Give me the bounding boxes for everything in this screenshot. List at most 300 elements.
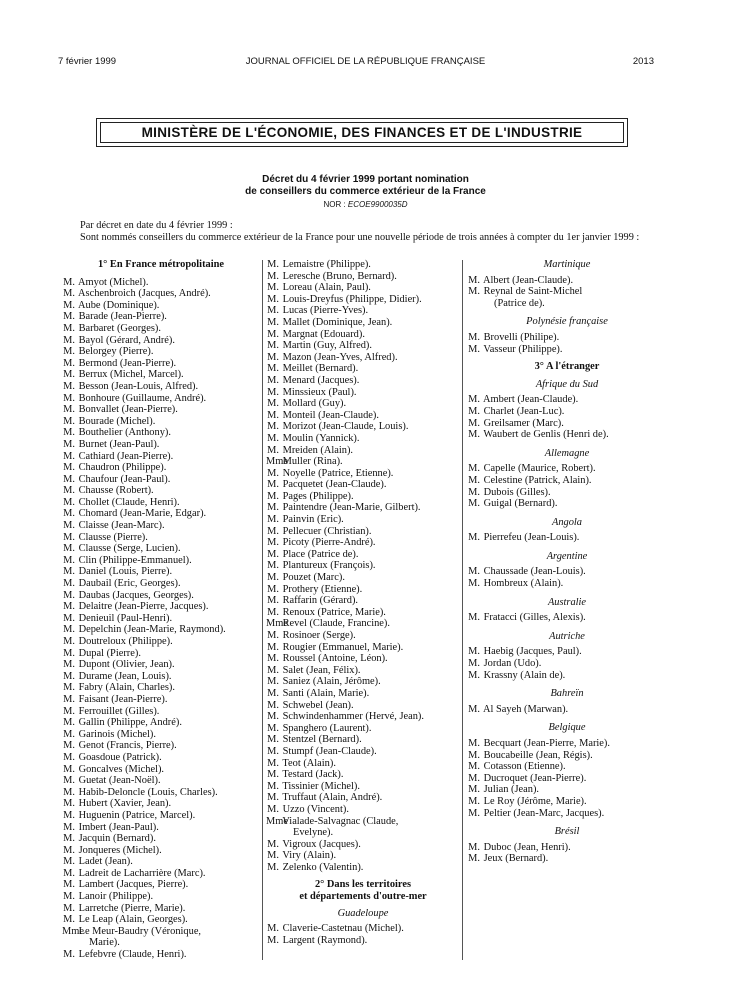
list-item [266, 468, 460, 480]
person-name: Huguenin (Patrice, Marcel). [78, 809, 196, 821]
honorific: M. [267, 734, 279, 746]
list-item [62, 462, 260, 474]
list-item [62, 879, 260, 891]
person-name: Vigroux (Jacques). [282, 838, 361, 850]
honorific: M. [468, 394, 480, 406]
person-name: Besson (Jean-Louis, Alfred). [78, 380, 199, 392]
list-item [266, 305, 460, 317]
region-entries [467, 566, 667, 589]
person-name: Lemaistre (Philippe). [282, 259, 371, 270]
honorific: M. [267, 676, 279, 688]
person-name: Moulin (Yannick). [282, 432, 360, 444]
person-name: Lucas (Pierre-Yves). [282, 305, 369, 317]
honorific: M. [267, 293, 279, 305]
honorific: M. [267, 374, 279, 386]
honorific: M. [63, 322, 75, 334]
person-name: Truffaut (Alain, André). [282, 792, 383, 804]
person-name: Ducroquet (Jean-Pierre). [483, 772, 587, 784]
person-name: Goasdoue (Patrick). [78, 751, 162, 763]
honorific: M. [468, 703, 480, 715]
list-item [266, 363, 460, 375]
person-name: Place (Patrice de). [282, 548, 359, 560]
honorific: M. [468, 486, 480, 498]
region-entries [467, 463, 667, 509]
region-heading: Autriche [549, 630, 585, 642]
list-item [266, 352, 460, 364]
person-name: Muller (Rina). [282, 456, 343, 468]
honorific: M. [63, 612, 75, 624]
list-item [467, 750, 667, 762]
person-name: Teot (Alain). [282, 757, 336, 769]
honorific: M. [63, 682, 75, 694]
list-item [62, 624, 260, 636]
list-item [467, 344, 667, 356]
list-item [266, 711, 460, 723]
person-name: Clin (Philippe-Emmanuel). [78, 554, 192, 566]
person-name: Morizot (Jean-Claude, Louis). [282, 421, 409, 433]
honorific: M. [468, 474, 480, 486]
list-item [266, 642, 460, 654]
person-name: Mollard (Guy). [282, 398, 347, 410]
honorific: M. [468, 343, 480, 355]
region-entries [467, 612, 667, 624]
list-item [266, 491, 460, 503]
person-name: Zelenko (Valentin). [282, 861, 364, 873]
list-item [467, 704, 667, 716]
list-item [467, 418, 667, 430]
region-entries [467, 394, 667, 440]
region-heading: Australie [547, 596, 587, 608]
region-heading: Bahreïn [550, 688, 584, 700]
honorific: M. [267, 606, 279, 618]
list-item [62, 694, 260, 706]
list-item [62, 393, 260, 405]
list-item [266, 595, 460, 607]
list-item [62, 404, 260, 416]
honorific: M. [267, 923, 279, 935]
region-heading: Angola [551, 516, 582, 528]
list-item [266, 398, 460, 410]
honorific: M. [63, 601, 75, 613]
honorific: M. [267, 305, 279, 317]
outre-mer-groups [467, 259, 667, 355]
region-heading: Argentine [546, 550, 588, 562]
person-name-continued: Marie). [89, 937, 120, 949]
person-name: Lambert (Jacques, Pierre). [78, 879, 189, 891]
list-item [467, 578, 667, 590]
honorific: M. [468, 749, 480, 761]
person-name: Genot (Francis, Pierre). [78, 740, 177, 752]
list-item [62, 926, 260, 949]
person-name: Duboc (Jean, Henri). [483, 841, 571, 853]
honorific: M. [63, 311, 75, 323]
list-item [266, 676, 460, 688]
person-name: Aschenbroich (Jacques, André). [78, 288, 211, 300]
person-name: Santi (Alain, Marie). [282, 687, 370, 699]
person-name: Paintendre (Jean-Marie, Gilbert). [282, 502, 421, 514]
person-name: Prothery (Etienne). [282, 583, 363, 595]
list-item [467, 275, 667, 287]
honorific: M. [63, 485, 75, 497]
list-item [467, 738, 667, 750]
honorific: M. [468, 405, 480, 417]
region-heading: Guadeloupe [337, 907, 389, 919]
person-name: Chausse (Robert). [78, 485, 154, 497]
section-heading-etranger: 3° A l'étranger [534, 361, 600, 373]
person-name: Lanoir (Philippe). [78, 891, 154, 903]
honorific: M. [267, 745, 279, 757]
person-name: Krassny (Alain de). [483, 669, 566, 681]
person-name: Dubois (Gilles). [483, 486, 551, 498]
list-item [62, 949, 260, 961]
list-item [62, 636, 260, 648]
header-date: 7 février 1999 [58, 56, 117, 67]
person-name: Renoux (Patrice, Marie). [282, 606, 386, 618]
honorific: M. [267, 769, 279, 781]
list-item [467, 406, 667, 418]
honorific: M. [267, 583, 279, 595]
list-item [62, 706, 260, 718]
list-item [467, 463, 667, 475]
person-name: Jeux (Bernard). [483, 853, 549, 865]
list-item [266, 421, 460, 433]
person-name: Raffarin (Gérard). [282, 595, 358, 607]
person-name: Belorgey (Pierre). [78, 346, 154, 358]
honorific: M. [63, 496, 75, 508]
person-name: Tissinier (Michel). [282, 780, 360, 792]
honorific: M. [63, 531, 75, 543]
list-item [62, 311, 260, 323]
list-item [266, 746, 460, 758]
honorific: M. [267, 525, 279, 537]
list-item [62, 288, 260, 300]
person-name: Chaussade (Jean-Louis). [483, 566, 586, 578]
person-name: Daubas (Jacques, Georges). [78, 589, 194, 601]
honorific: M. [63, 415, 75, 427]
honorific: M. [63, 566, 75, 578]
list-item [467, 532, 667, 544]
list-item [266, 816, 460, 839]
person-name: Spanghero (Laurent). [282, 722, 372, 734]
person-name: Schwindenhammer (Hervé, Jean). [282, 711, 424, 723]
honorific: M. [63, 357, 75, 369]
person-name: Claisse (Jean-Marc). [78, 520, 165, 532]
person-name: Menard (Jacques). [282, 374, 360, 386]
person-name: Pouzet (Marc). [282, 572, 345, 584]
list-item [266, 456, 460, 468]
person-name: Lefebvre (Claude, Henri). [78, 949, 187, 961]
person-name: Le Leap (Alain, Georges). [78, 914, 188, 926]
person-name: Doutreloux (Philippe). [78, 636, 173, 647]
person-name: Revel (Claude, Francine). [282, 618, 390, 630]
honorific: M. [267, 861, 279, 873]
person-name: Ladet (Jean). [78, 856, 133, 868]
honorific: M. [267, 398, 279, 410]
honorific: M. [267, 444, 279, 456]
list-item [62, 822, 260, 834]
list-item [62, 891, 260, 903]
honorific: M. [468, 612, 480, 624]
decree-title-line2: de conseillers du commerce extérieur de la France [245, 185, 486, 197]
list-item [467, 761, 667, 773]
list-item [266, 387, 460, 399]
list-item [266, 329, 460, 341]
honorific: M. [468, 463, 480, 475]
region-entries [467, 842, 667, 865]
list-item [467, 658, 667, 670]
column-divider-1 [262, 260, 263, 960]
region-heading: Polynésie française [526, 316, 608, 328]
list-item [62, 787, 260, 799]
honorific: M. [63, 392, 75, 404]
honorific: M. [468, 853, 480, 865]
list-item [266, 317, 460, 329]
list-item [62, 740, 260, 752]
list-item [62, 729, 260, 741]
honorific: M. [468, 532, 480, 544]
honorific: M. [267, 711, 279, 723]
person-name: Durame (Jean, Louis). [78, 670, 172, 682]
region-heading: Afrique du Sud [535, 378, 599, 390]
list-item [62, 323, 260, 335]
list-item [62, 439, 260, 451]
person-name: Fabry (Alain, Charles). [78, 682, 175, 694]
person-name: Hubert (Xavier, Jean). [78, 798, 172, 810]
list-item [62, 277, 260, 289]
honorific: M. [267, 803, 279, 815]
person-name: Le Roy (Jérôme, Marie). [483, 795, 587, 807]
honorific: M. [468, 841, 480, 853]
honorific: M. [63, 462, 75, 474]
honorific: M. [468, 784, 480, 796]
honorific: M. [63, 473, 75, 485]
person-name: Mreiden (Alain). [282, 444, 354, 456]
list-item [62, 613, 260, 625]
honorific: M. [267, 409, 279, 421]
list-item [266, 282, 460, 294]
honorific: M. [267, 850, 279, 862]
list-item [266, 653, 460, 665]
person-name: Schwebel (Jean). [282, 699, 354, 711]
honorific: M. [267, 757, 279, 769]
person-name: Vasseur (Philippe). [483, 343, 563, 355]
person-name: Charlet (Jean-Luc). [483, 405, 565, 417]
person-name: Pacquetet (Jean-Claude). [282, 479, 387, 491]
person-name: Saniez (Alain, Jérôme). [282, 676, 381, 688]
honorific: M. [63, 450, 75, 462]
list-item [266, 410, 460, 422]
region-entries [467, 275, 667, 310]
person-name: Hombreux (Alain). [483, 578, 564, 590]
list-item [62, 485, 260, 497]
person-name: Bouthelier (Anthony). [78, 427, 171, 439]
column-divider-2 [462, 260, 463, 960]
honorific: M. [63, 346, 75, 358]
list-item [266, 862, 460, 874]
honorific: M. [63, 554, 75, 566]
person-name: Guigal (Bernard). [483, 498, 558, 510]
person-name: Louis-Dreyfus (Philippe, Didier). [282, 293, 422, 305]
list-item [62, 416, 260, 428]
list-item [467, 612, 667, 624]
honorific: M. [267, 699, 279, 711]
person-name: Le Meur-Baudry (Véronique, [78, 925, 202, 937]
region-entries [467, 738, 667, 819]
decree-title-line1: Décret du 4 février 1999 portant nomination [262, 174, 469, 185]
honorific: Mme [62, 925, 84, 937]
person-name: Minssieux (Paul). [282, 386, 357, 398]
person-name: Barbaret (Georges). [78, 322, 161, 334]
person-name: Roussel (Antoine, Léon). [282, 653, 388, 665]
list-item [62, 543, 260, 555]
list-item [62, 845, 260, 857]
honorific: M. [63, 798, 75, 810]
honorific: M. [63, 520, 75, 532]
person-name: Leresche (Bruno, Bernard). [282, 270, 397, 282]
honorific: M. [63, 659, 75, 671]
person-name: Goncalves (Michel). [78, 763, 165, 775]
honorific: M. [468, 286, 480, 298]
nor-code: ECOE9900035D [347, 200, 408, 209]
honorific: M. [63, 717, 75, 729]
person-name: Denieuil (Paul-Henri). [78, 612, 173, 624]
person-name: Cathiard (Jean-Pierre). [78, 450, 174, 462]
list-item [62, 752, 260, 764]
honorific: M. [468, 417, 480, 429]
person-name: Ambert (Jean-Claude). [483, 394, 579, 406]
person-name: Greilsamer (Marc). [483, 417, 564, 429]
list-item [62, 555, 260, 567]
person-name: Habib-Deloncle (Louis, Charles). [78, 786, 218, 798]
list-item [62, 764, 260, 776]
honorific: M. [63, 647, 75, 659]
list-item [62, 648, 260, 660]
person-name: Gallin (Philippe, André). [78, 717, 182, 729]
list-item [266, 259, 460, 271]
honorific: M. [63, 438, 75, 450]
person-name: Rosinoer (Serge). [282, 630, 356, 641]
person-name: Bermond (Jean-Pierre). [78, 357, 177, 369]
list-item [266, 607, 460, 619]
person-name: Waubert de Genlis (Henri de). [483, 429, 609, 441]
person-name: Garinois (Michel). [78, 728, 156, 740]
list-item [62, 451, 260, 463]
honorific: M. [468, 429, 480, 441]
person-name: Martin (Guy, Alfred). [282, 340, 372, 352]
honorific: M. [468, 795, 480, 807]
list-item [62, 300, 260, 312]
region-entries [467, 704, 667, 716]
honorific: M. [63, 833, 75, 845]
person-name: Burnet (Jean-Paul). [78, 438, 160, 450]
list-item [62, 427, 260, 439]
list-item [62, 520, 260, 532]
person-name: Painvin (Eric). [282, 514, 344, 526]
list-item [266, 560, 460, 572]
list-item [266, 526, 460, 538]
list-item [62, 335, 260, 347]
person-name: Daubail (Eric, Georges). [78, 578, 181, 590]
list-item [62, 381, 260, 393]
person-name: Chomard (Jean-Marie, Edgar). [78, 508, 207, 520]
honorific: M. [63, 508, 75, 520]
list-item [266, 769, 460, 781]
list-item [467, 286, 667, 309]
list-item [62, 601, 260, 613]
nor-label: NOR : [323, 200, 348, 209]
person-name: Viry (Alain). [282, 850, 337, 862]
honorific: M. [267, 270, 279, 282]
person-name: Capelle (Maurice, Robert). [483, 463, 596, 475]
person-name: Haebig (Jacques, Paul). [483, 646, 582, 658]
honorific: M. [267, 537, 279, 549]
honorific: M. [63, 299, 75, 311]
honorific: M. [63, 705, 75, 717]
region-entries [467, 532, 667, 544]
person-name: Loreau (Alain, Paul). [282, 282, 371, 294]
list-item [62, 659, 260, 671]
honorific: M. [267, 432, 279, 444]
column-1 [62, 259, 260, 961]
list-item [467, 475, 667, 487]
ministry-banner [96, 118, 628, 147]
honorific: M. [267, 490, 279, 502]
list-item [266, 723, 460, 735]
person-name: Plantureux (François). [282, 560, 376, 572]
ministry-title: MINISTÈRE DE L'ÉCONOMIE, DES FINANCES ET DE L'INDUSTRIE [100, 122, 624, 143]
honorific: M. [267, 653, 279, 665]
list-item [266, 375, 460, 387]
honorific: M. [63, 589, 75, 601]
person-name: Clausse (Serge, Lucien). [78, 543, 181, 555]
honorific: M. [63, 636, 75, 647]
person-name: Aube (Dominique). [78, 299, 160, 311]
honorific: M. [468, 658, 480, 670]
column-2 [266, 259, 460, 946]
list-item [266, 433, 460, 445]
list-item [266, 502, 460, 514]
list-item [266, 340, 460, 352]
region-entries [467, 332, 667, 355]
list-item [467, 498, 667, 510]
list-item [62, 590, 260, 602]
region-heading: Belgique [548, 722, 586, 734]
decree-title [0, 174, 731, 197]
honorific: M. [63, 288, 75, 300]
honorific: M. [63, 670, 75, 682]
list-item [467, 487, 667, 499]
list-item [62, 868, 260, 880]
honorific: M. [63, 740, 75, 752]
person-name: Stentzel (Bernard). [282, 734, 362, 746]
list-item [266, 923, 460, 935]
list-item [62, 903, 260, 915]
honorific: M. [63, 578, 75, 590]
section2-line1: 2° Dans les territoires [314, 879, 411, 891]
list-item [266, 549, 460, 561]
honorific: M. [63, 809, 75, 821]
honorific: M. [267, 316, 279, 328]
list-item [266, 445, 460, 457]
honorific: M. [267, 282, 279, 294]
column-3 [467, 259, 667, 865]
list-item [467, 394, 667, 406]
list-item [467, 773, 667, 785]
person-name: Berrux (Michel, Marcel). [78, 369, 184, 381]
honorific: M. [267, 792, 279, 804]
person-name: Salet (Jean, Félix). [282, 664, 361, 676]
list-item [62, 346, 260, 358]
